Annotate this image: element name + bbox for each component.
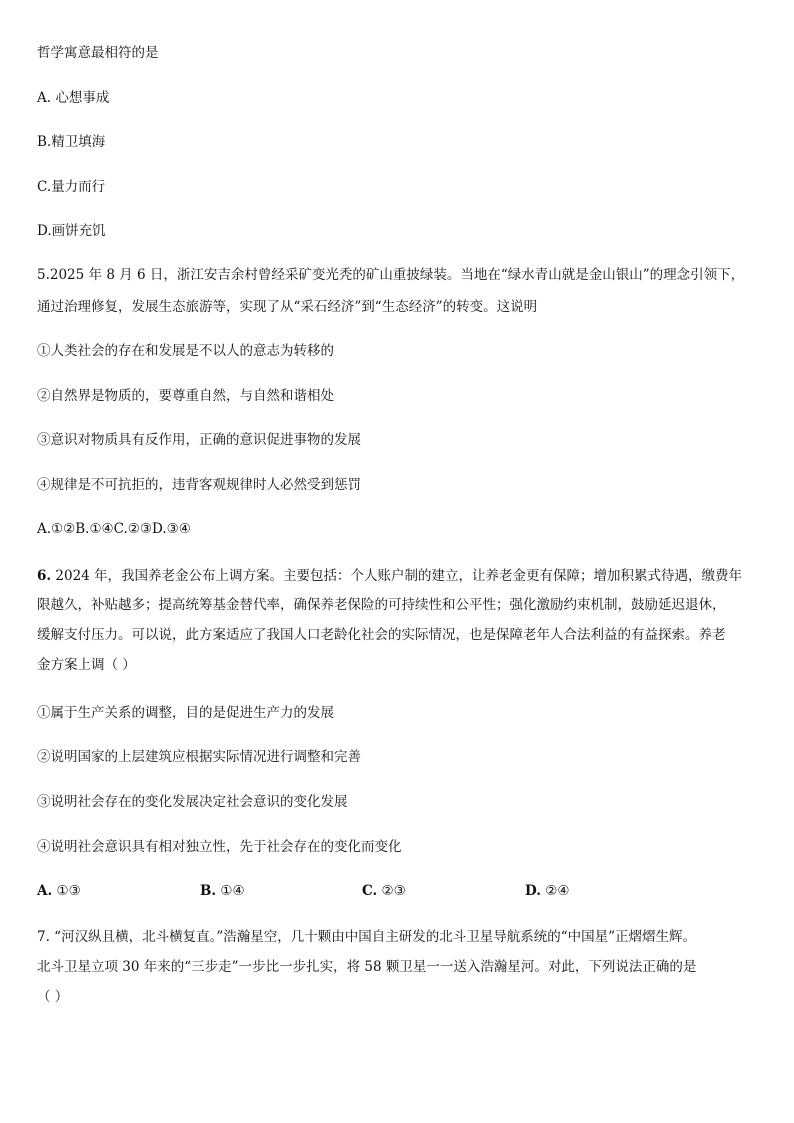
q6-item-1: ①属于生产关系的调整，目的是促进生产力的发展 [37, 705, 334, 721]
q5-item-3: ③意识对物质具有反作用，正确的意识促进事物的发展 [37, 432, 361, 448]
q6-stem-line-2: 限越久，补贴越多；提高统筹基金替代率，确保养老保险的可持续性和公平性；强化激励约束机制，鼓励延迟退休， [37, 597, 726, 613]
q5-stem-line-1: 5.2025 年 8 月 6 日，浙江安吉余村曾经采矿变光秃的矿山重披绿装。当地在“绿水青山就是金山银山”的理念引领下， [37, 267, 745, 283]
q4-option-c: C.量力而行 [37, 179, 106, 195]
q6-stem-line-1 [37, 567, 762, 585]
q6-option-d [525, 882, 569, 900]
q6-option-a-letter: A. [37, 883, 53, 899]
q5-answer-options: A.①②B.①④C.②③D.③④ [37, 521, 191, 537]
q7-stem-line-1: 7. “河汉纵且横，北斗横复直。”浩瀚星空，几十颗由中国自主研发的北斗卫星导航系统的“中国星”正熠熠生辉。 [37, 929, 697, 945]
q6-option-b-text: ①④ [216, 883, 245, 899]
q6-stem-line-4: 金方案上调（ ） [37, 657, 136, 673]
q6-option-a [37, 882, 81, 900]
q4-option-d: D.画饼充饥 [37, 223, 106, 239]
q5-item-1: ①人类社会的存在和发展是不以人的意志为转移的 [37, 343, 334, 359]
q6-stem-line-1-text: 2024 年，我国养老金公布上调方案。主要包括：个人账户制的建立，让养老金更有保障；增加积累式待遇，缴费年 [51, 568, 743, 584]
q6-option-c-letter: C. [362, 883, 378, 899]
q6-option-b [200, 882, 245, 900]
q6-option-c [362, 882, 406, 900]
q7-stem-line-2: 北斗卫星立项 30 年来的“三步走”一步比一步扎实，将 58 颗卫星一一送入浩瀚星河。对此，下列说法正确的是 [37, 959, 697, 975]
q6-option-d-text: ②④ [540, 883, 570, 899]
q6-item-2: ②说明国家的上层建筑应根据实际情况进行调整和完善 [37, 749, 361, 765]
q6-option-d-letter: D. [525, 883, 541, 899]
q6-number: 6. [37, 568, 52, 584]
q6-stem-line-3: 缓解支付压力。可以说，此方案适应了我国人口老龄化社会的实际情况，也是保障老年人合法利益的有益探索。养老 [37, 627, 726, 643]
q4-stem-end: 哲学寓意最相符的是 [37, 45, 159, 61]
q5-item-2: ②自然界是物质的，要尊重自然，与自然和谐相处 [37, 388, 334, 404]
q6-item-4: ④说明社会意识具有相对独立性，先于社会存在的变化而变化 [37, 839, 402, 855]
q7-stem-line-3: （ ） [37, 989, 69, 1005]
q6-option-a-text: ①③ [52, 883, 81, 899]
q6-options-row [37, 882, 762, 900]
q6-option-b-letter: B. [200, 883, 217, 899]
q4-option-a: A. 心想事成 [37, 90, 110, 106]
q6-item-3: ③说明社会存在的变化发展决定社会意识的变化发展 [37, 794, 348, 810]
q4-option-b: B.精卫填海 [37, 134, 106, 150]
q5-item-4: ④规律是不可抗拒的，违背客观规律时人必然受到惩罚 [37, 477, 361, 493]
q5-stem-line-2: 通过治理修复，发展生态旅游等，实现了从“采石经济”到“生态经济”的转变。这说明 [37, 299, 538, 315]
q6-option-c-text: ②③ [377, 883, 406, 899]
